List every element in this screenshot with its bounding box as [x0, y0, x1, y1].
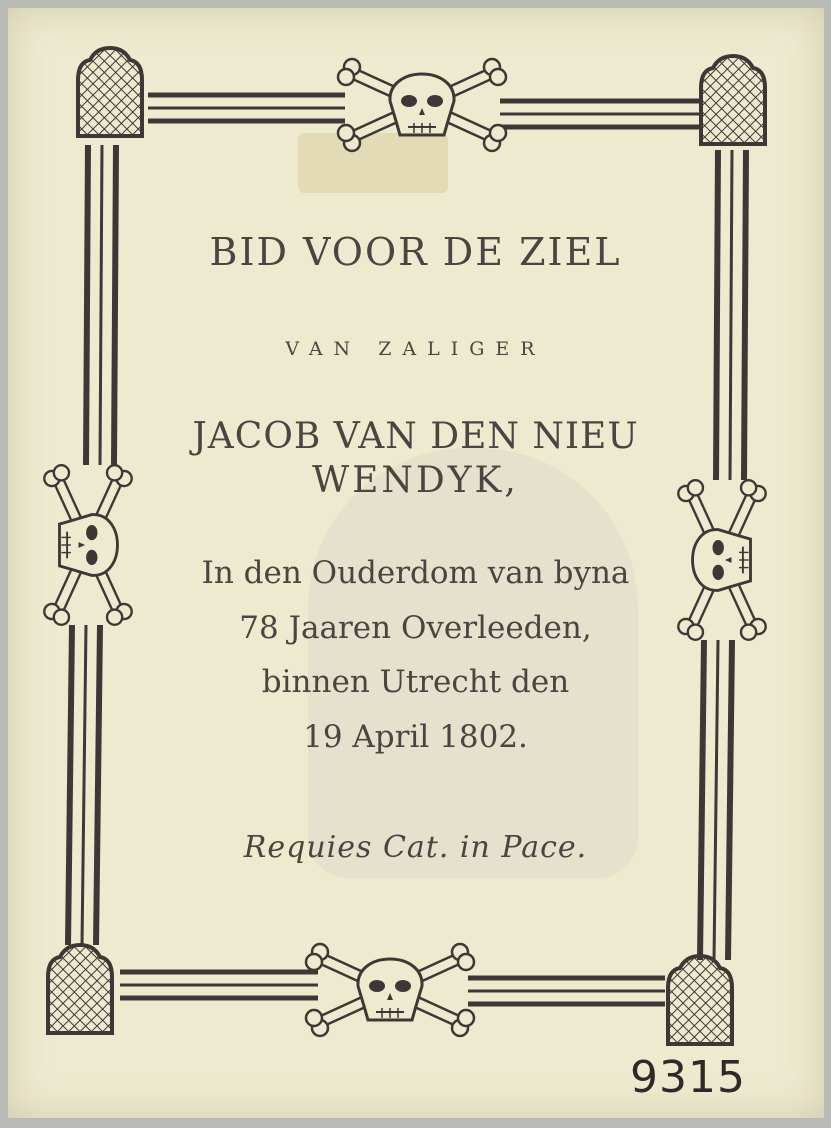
- age-line: In den Ouderdom van byna: [201, 555, 630, 591]
- lattice-corner-icon: [48, 945, 112, 1033]
- name-line-1: JACOB VAN DEN NIEU: [192, 416, 639, 457]
- lattice-corner-icon: [78, 48, 142, 136]
- lattice-corner-icon: [668, 956, 732, 1044]
- name-line-2: WENDYK,: [312, 460, 519, 501]
- skull-crossbones-icon: [338, 59, 506, 151]
- lattice-corner-icon: [701, 56, 765, 144]
- heading-prayer: BID VOOR DE ZIEL: [209, 230, 622, 274]
- death-line: 78 Jaaren Overleeden,: [239, 610, 592, 646]
- date-line: 19 April 1802.: [303, 719, 528, 755]
- skull-crossbones-icon: [306, 944, 474, 1036]
- place-line: binnen Utrecht den: [261, 664, 570, 700]
- subheading-deceased: VAN ZALIGER: [285, 338, 546, 360]
- catalog-number: 9315: [630, 1052, 746, 1103]
- requiem-line: Requies Cat. in Pace.: [243, 830, 588, 865]
